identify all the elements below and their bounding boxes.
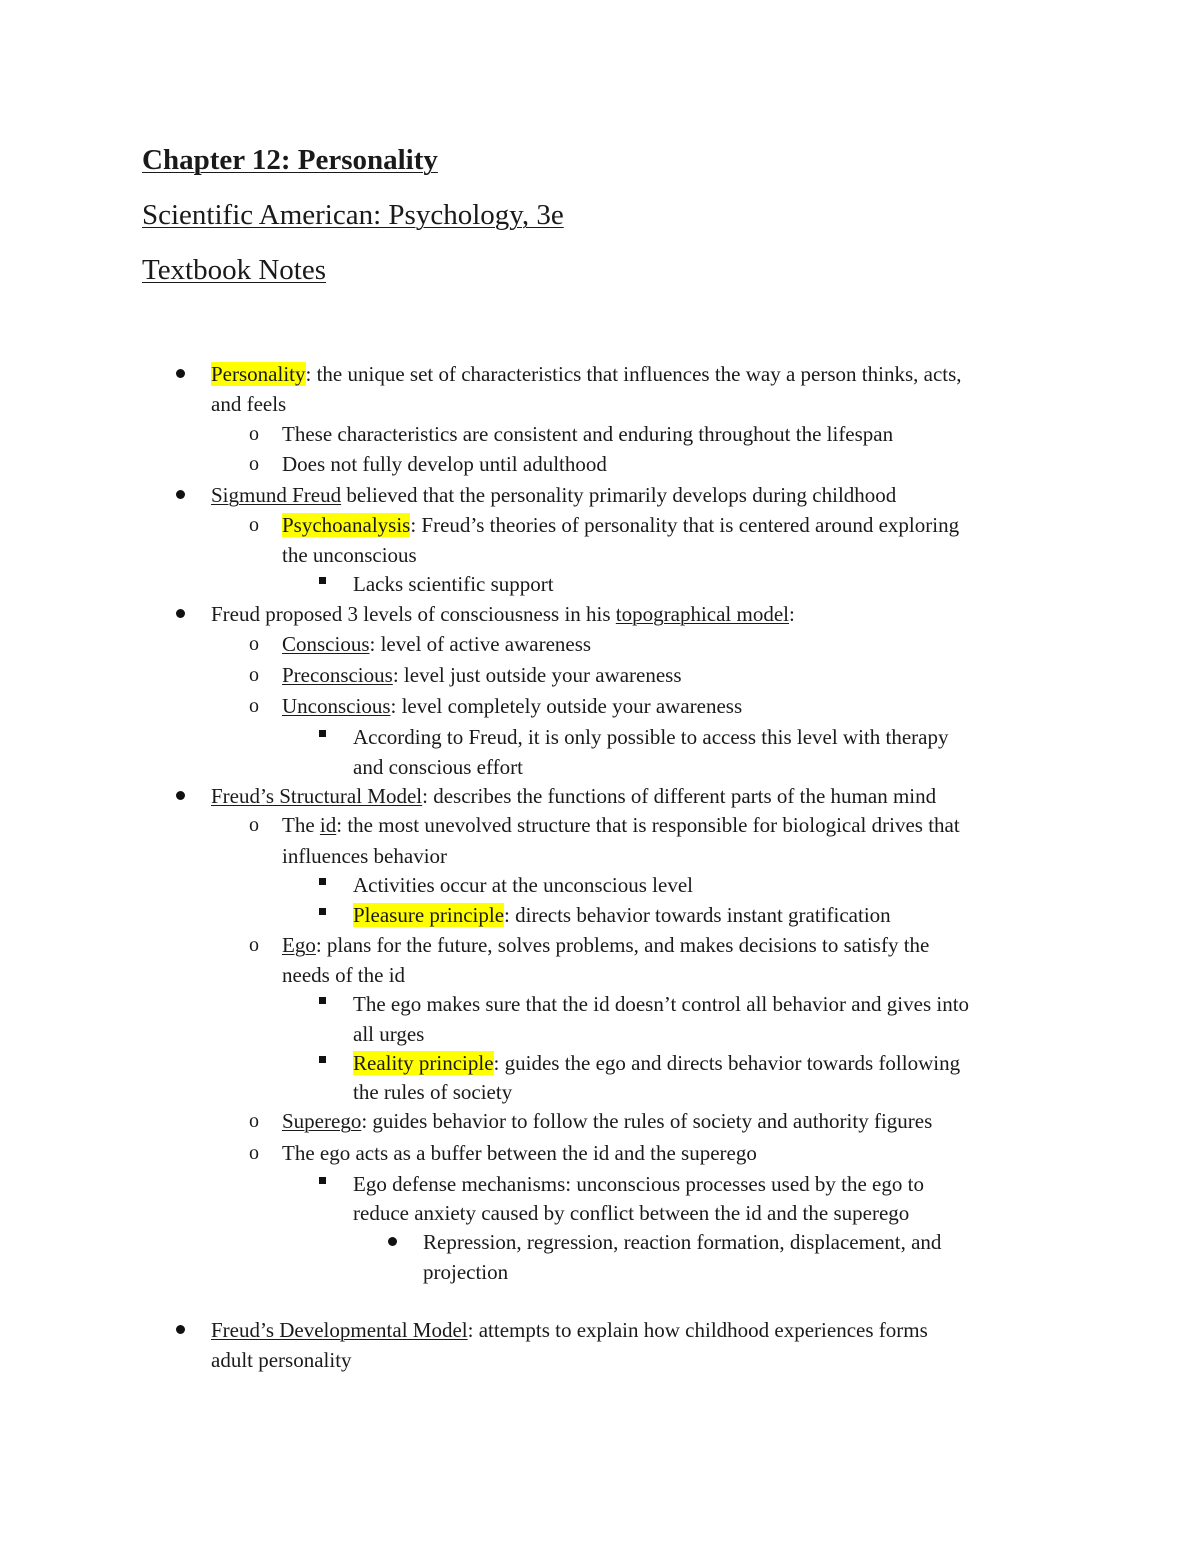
list-item: According to Freud, it is only possible to access this level with therapy (353, 725, 949, 749)
list-item-continuation: and conscious effort (353, 755, 523, 779)
highlighted-term: Psychoanalysis (282, 513, 411, 537)
list-item: Personality: the unique set of characteristics that influences the way a person thinks, acts, (211, 362, 962, 386)
list-item: Conscious: level of active awareness (282, 632, 592, 656)
square-marker (319, 878, 326, 885)
list-item-continuation: all urges (353, 1022, 425, 1046)
list-item: Preconscious: level just outside your awareness (282, 663, 682, 687)
highlighted-term: Pleasure principle (353, 903, 505, 927)
square-marker (319, 908, 326, 915)
circle-marker: o (249, 695, 259, 717)
list-item: Repression, regression, reaction formation, displacement, and (423, 1230, 942, 1254)
circle-marker: o (249, 633, 259, 655)
bullet-dot (388, 1237, 397, 1246)
list-item: Superego: guides behavior to follow the rules of society and authority figures (282, 1109, 933, 1133)
list-item-continuation: influences behavior (282, 844, 448, 868)
book-title: Scientific American: Psychology, 3e (142, 199, 564, 231)
square-marker (319, 997, 326, 1004)
list-item: The id: the most unevolved structure that is responsible for biological drives that (282, 813, 960, 837)
circle-marker: o (249, 814, 259, 836)
square-marker (319, 1056, 326, 1063)
list-item: Ego defense mechanisms: unconscious processes used by the ego to (353, 1172, 924, 1196)
circle-marker: o (249, 453, 259, 475)
bullet-dot (176, 791, 185, 800)
list-item-continuation: adult personality (211, 1348, 352, 1372)
circle-marker: o (249, 1110, 259, 1132)
bullet-dot (176, 490, 185, 499)
chapter-title: Chapter 12: Personality (142, 144, 438, 176)
list-item: The ego acts as a buffer between the id and the superego (282, 1141, 757, 1165)
highlighted-term: Reality principle (353, 1051, 494, 1075)
bullet-dot (176, 1325, 185, 1334)
list-item: Freud proposed 3 levels of consciousness in his topographical model: (211, 602, 795, 626)
circle-marker: o (249, 423, 259, 445)
list-item-continuation: needs of the id (282, 963, 406, 987)
list-item: Freud’s Developmental Model: attempts to explain how childhood experiences forms (211, 1318, 928, 1342)
circle-marker: o (249, 514, 259, 536)
list-item: These characteristics are consistent and enduring throughout the lifespan (282, 422, 894, 446)
list-item: Ego: plans for the future, solves problems, and makes decisions to satisfy the (282, 933, 930, 957)
square-marker (319, 730, 326, 737)
notes-title: Textbook Notes (142, 254, 327, 286)
list-item: Sigmund Freud believed that the personality primarily develops during childhood (211, 483, 897, 507)
list-item-continuation: projection (423, 1260, 509, 1284)
list-item: Lacks scientific support (353, 572, 554, 596)
circle-marker: o (249, 1142, 259, 1164)
square-marker (319, 1177, 326, 1184)
circle-marker: o (249, 664, 259, 686)
list-item: Activities occur at the unconscious level (353, 873, 693, 897)
list-item-continuation: reduce anxiety caused by conflict between the id and the superego (353, 1201, 910, 1225)
list-item-continuation: the unconscious (282, 543, 417, 567)
list-item: Freud’s Structural Model: describes the functions of different parts of the human mind (211, 784, 937, 808)
bullet-dot (176, 369, 185, 378)
list-item: Pleasure principle: directs behavior towards instant gratification (353, 903, 891, 927)
list-item: The ego makes sure that the id doesn’t control all behavior and gives into (353, 992, 970, 1016)
square-marker (319, 577, 326, 584)
list-item: Reality principle: guides the ego and directs behavior towards following (353, 1051, 961, 1075)
highlighted-term: Personality (211, 362, 306, 386)
list-item: Does not fully develop until adulthood (282, 452, 607, 476)
list-item-continuation: the rules of society (353, 1080, 513, 1104)
list-item: Psychoanalysis: Freud’s theories of personality that is centered around exploring (282, 513, 960, 537)
bullet-dot (176, 609, 185, 618)
circle-marker: o (249, 934, 259, 956)
list-item: Unconscious: level completely outside your awareness (282, 694, 743, 718)
list-item-continuation: and feels (211, 392, 287, 416)
